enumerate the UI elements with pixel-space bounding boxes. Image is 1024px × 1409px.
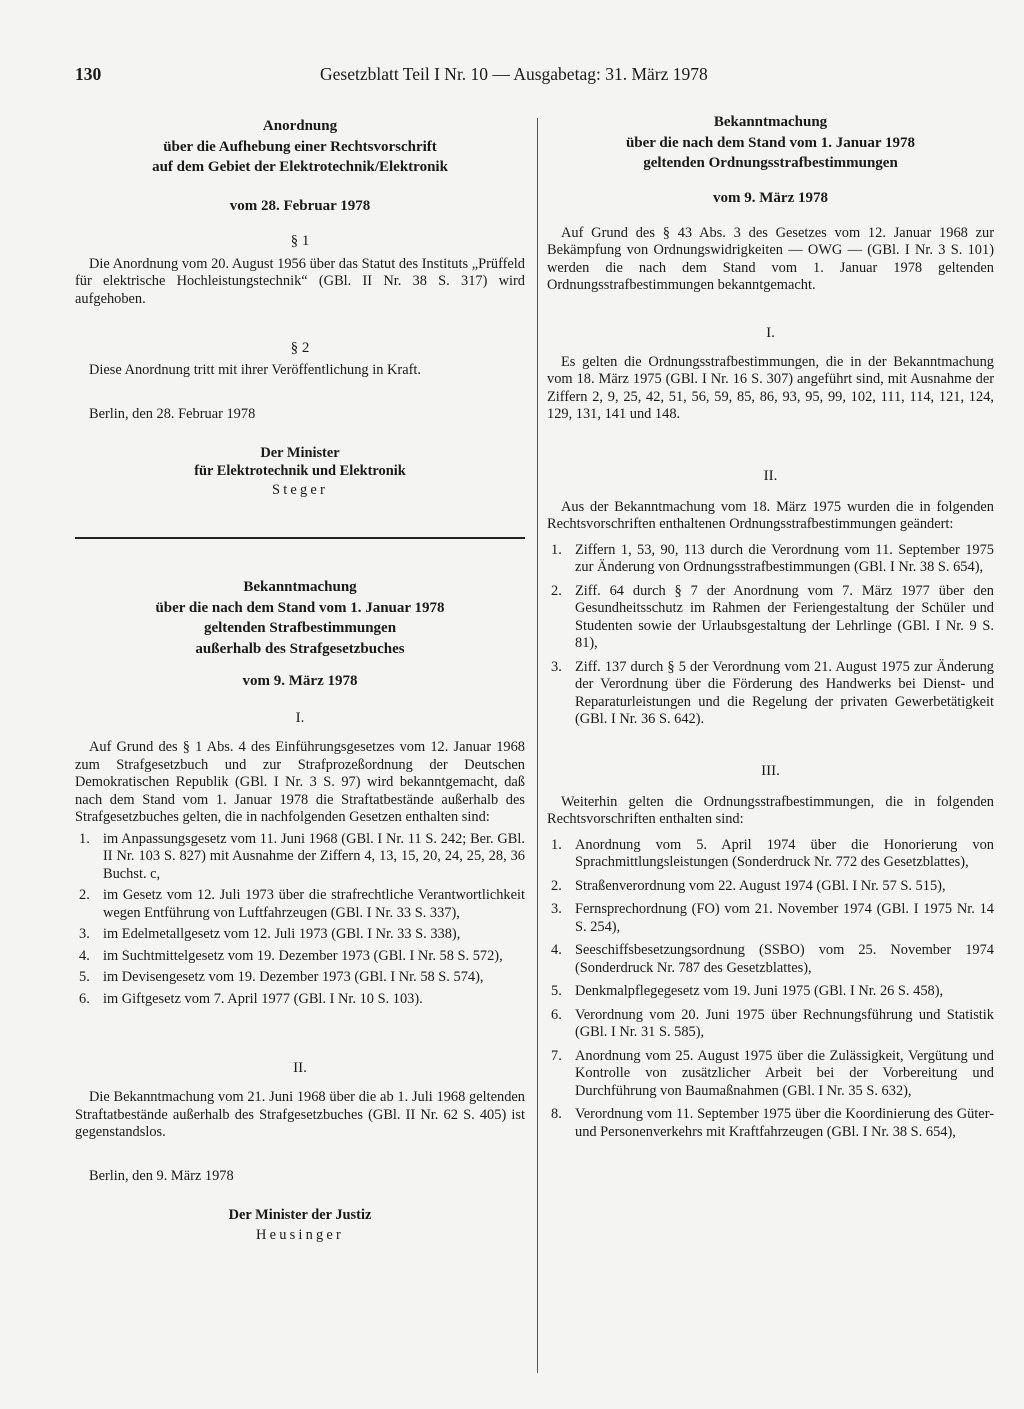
- signatory-name: Steger: [272, 482, 328, 498]
- list-item: 3. Fernsprechordnung (FO) vom 21. November 1974 (GBl. I 1975 Nr. 14 S. 254),: [551, 901, 994, 935]
- amendment-list: [547, 542, 994, 729]
- paragraph: Aus der Bekanntmachung vom 18. März 1975 wurden die in folgenden Rechtsvorschriften enthaltenen Ordnungsstrafbestimmungen geändert:: [547, 498, 994, 532]
- list-item: 2. im Gesetz vom 12. Juli 1973 über die strafrechtliche Verantwortlichkeit wegen Entführung von Luftfahrzeugen (GBl. I Nr. 33 S. 337),: [79, 887, 525, 921]
- section-heading: I.: [295, 710, 305, 726]
- article-2-date: vom 9. März 1978: [242, 673, 358, 689]
- list-item: 1. Anordnung vom 5. April 1974 über die Honorierung von Sprachmittlungsleistungen (Sonderdruck Nr. 772 des Gesetzblattes),: [551, 836, 994, 870]
- list-item: 7. Anordnung vom 25. August 1975 über die Zulässigkeit, Vergütung und Kontrolle von zusätzlicher Arbeit bei der Vorbereitung und Durchführung von Baumaßnahmen (GBl. I Nr. 35 S. 632),: [551, 1047, 994, 1099]
- list-item: 1. Ziffern 1, 53, 90, 113 durch die Verordnung vom 11. September 1975 zur Änderung von Ordnungsstrafbestimmungen (GBl. I Nr. 38 S. 654),: [551, 541, 994, 575]
- section-divider: [75, 537, 525, 539]
- list-item: 6. Verordnung vom 20. Juni 1975 über Rechnungsführung und Statistik (GBl. I Nr. 31 S. 585),: [551, 1006, 994, 1040]
- regulation-list: [547, 837, 994, 1142]
- list-item: 3. Ziff. 137 durch § 5 der Verordnung vom 21. August 1975 zur Änderung der Verordnung über die Förderung des Handwerks bei Dienst- und Reparaturleistungen und die Regelung der privaten Gewerbetätigkeit (GBl. I Nr. 36 S. 642).: [551, 658, 994, 727]
- paragraph: Es gelten die Ordnungsstrafbestimmungen, die in der Bekanntmachung vom 18. März 1975 (GBl. I Nr. 16 S. 307) angeführt sind, mit Ausnahme der Ziffern 2, 9, 25, 42, 51, 56, 59, 85, 86, 93, 95, 99, 102, 111, 114, 121, 124, 129, 131, 141 und 148.: [547, 353, 994, 422]
- running-head: Gesetzblatt Teil I Nr. 10 — Ausgabetag: 31. März 1978: [320, 64, 708, 84]
- list-item: 1. im Anpassungsgesetz vom 11. Juni 1968 (GBl. I Nr. 11 S. 242; Ber. GBl. II Nr. 103 S. 827) mit Ausnahme der Ziffern 4, 13, 15, 20, 24, 25, 28, 36 Buchst. c,: [79, 830, 525, 882]
- paragraph: Diese Anordnung tritt mit ihrer Veröffentlichung in Kraft.: [89, 362, 421, 378]
- page-header: [75, 64, 760, 90]
- paragraph: Auf Grund des § 43 Abs. 3 des Gesetzes vom 12. Januar 1968 zur Bekämpfung von Ordnungswidrigkeiten — OWG — (GBl. I Nr. 3 S. 101) werden die nach dem Stand vom 1. Januar 1978 geltenden Ordnungsstrafbestimmungen bekanntgemacht.: [547, 224, 994, 293]
- section-heading: § 2: [290, 340, 310, 356]
- list-item: 6. im Giftgesetz vom 7. April 1977 (GBl. I Nr. 10 S. 103).: [79, 990, 423, 1007]
- section-heading: II.: [293, 1060, 307, 1076]
- list-item: 3. im Edelmetallgesetz vom 12. Juli 1973 (GBl. I Nr. 33 S. 338),: [79, 926, 461, 942]
- paragraph: Die Bekanntmachung vom 21. Juni 1968 über die ab 1. Juli 1968 geltenden Straftatbestände außerhalb des Strafgesetzbuches (GBl. II Nr. 62 S. 405) ist gegenstandslos.: [75, 1089, 525, 1140]
- list-item: 2. Straßenverordnung vom 22. August 1974 (GBl. I Nr. 57 S. 515),: [551, 877, 946, 894]
- section-heading: § 1: [290, 232, 310, 249]
- section-heading: II.: [763, 467, 778, 484]
- list-item: 5. im Devisengesetz vom 19. Dezember 1973 (GBl. I Nr. 58 S. 574),: [79, 969, 484, 985]
- article-1-title: Anordnung über die Aufhebung einer Rechtsvorschrift auf dem Gebiet der Elektrotechnik/Elektronik: [152, 118, 448, 175]
- column-divider: [537, 118, 538, 1373]
- article-2-title: Bekanntmachung über die nach dem Stand vom 1. Januar 1978 geltenden Strafbestimmungen außerhalb des Strafgesetzbuches: [155, 579, 445, 657]
- place-date: Berlin, den 9. März 1978: [89, 1167, 234, 1184]
- paragraph: Auf Grund des § 1 Abs. 4 des Einführungsgesetzes vom 12. Januar 1968 zum Strafgesetzbuch und zur Strafprozeßordnung der Deutschen Demokratischen Republik (GBl. I Nr. 3 S. 97) wird bekanntgemacht, daß nach dem Stand vom 1. Januar 1978 die Straftatbestände außerhalb des Strafgesetzbuches gelten, die in nachfolgenden Gesetzen enthalten sind:: [75, 739, 525, 825]
- place-date: Berlin, den 28. Februar 1978: [89, 405, 256, 422]
- list-item: 4. im Suchtmittelgesetz vom 19. Dezember 1973 (GBl. I Nr. 58 S. 572),: [79, 947, 503, 964]
- paragraph: Die Anordnung vom 20. August 1956 über das Statut des Instituts „Prüffeld für elektrische Hochleistungstechnik“ (GBl. II Nr. 38 S. 317) wird aufgehoben.: [75, 255, 525, 307]
- list-item: 8. Verordnung vom 11. September 1975 über die Koordinierung des Güter- und Personenverkehrs mit Kraftfahrzeugen (GBl. I Nr. 38 S. 654),: [551, 1106, 994, 1140]
- section-heading: I.: [766, 324, 775, 341]
- article-3-title: Bekanntmachung über die nach dem Stand vom 1. Januar 1978 geltenden Ordnungsstrafbestimmungen: [625, 114, 916, 171]
- list-item: 4. Seeschiffsbesetzungsordnung (SSBO) vom 25. November 1974 (Sonderdruck Nr. 787 des Gesetzblattes),: [551, 942, 994, 976]
- paragraph: Weiterhin gelten die Ordnungsstrafbestimmungen, die in folgenden Rechtsvorschriften enthalten sind:: [547, 793, 994, 827]
- law-list: [75, 831, 525, 1009]
- section-heading: III.: [761, 762, 780, 779]
- signatory-title: Der Minister für Elektrotechnik und Elektronik: [194, 445, 406, 479]
- article-3-date: vom 9. März 1978: [713, 189, 828, 206]
- signatory-name: Heusinger: [256, 1226, 344, 1243]
- article-1-date: vom 28. Februar 1978: [229, 197, 371, 214]
- page-number: 130: [75, 64, 102, 84]
- right-column: [547, 112, 994, 1141]
- left-column: [75, 116, 525, 1244]
- signatory-title: Der Minister der Justiz: [228, 1207, 372, 1223]
- list-item: 5. Denkmalpflegegesetz vom 19. Juni 1975 (GBl. I Nr. 26 S. 458),: [551, 983, 944, 999]
- list-item: 2. Ziff. 64 durch § 7 der Anordnung vom 7. März 1977 über den Gesundheitsschutz im Rahmen der Feriengestaltung der Schüler und Studenten sowie der Urlaubsgestaltung der Lehrlinge (GBl. I Nr. 9 S. 81),: [551, 582, 994, 651]
